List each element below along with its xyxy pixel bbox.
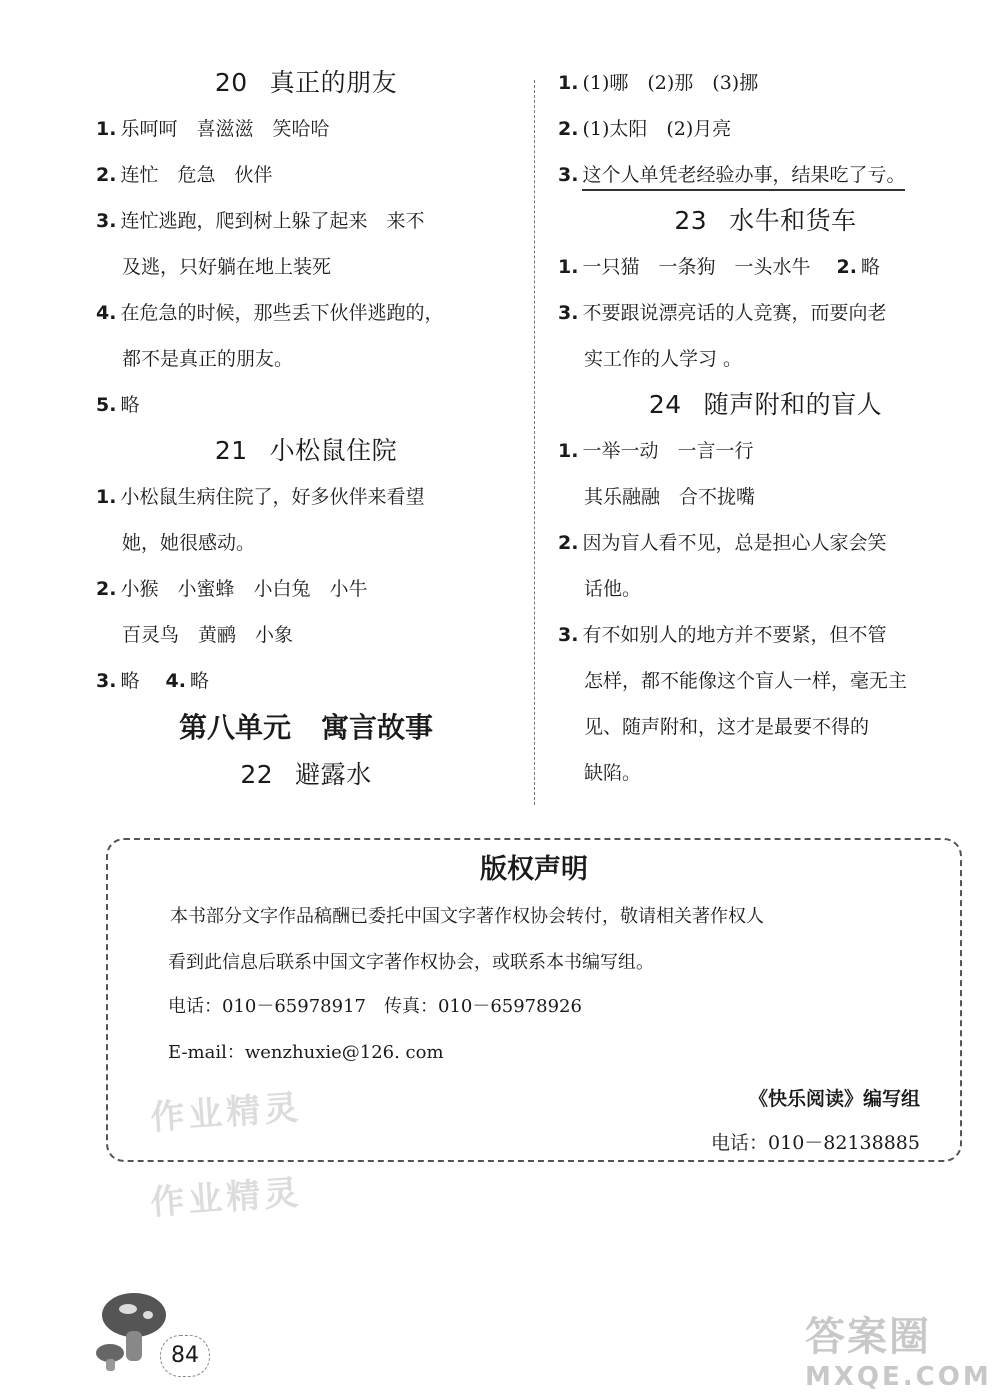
watermark-stamp: 作业精灵 [149,1087,304,1139]
section-22-heading: 22 避露水 [240,760,372,789]
copyright-signature-phone: 电话：010－82138885 [711,1132,920,1154]
section-21-heading: 21 小松鼠住院 [214,436,398,465]
answer-line-cont: 见、随声附和，这才是最要不得的 [584,716,870,738]
answer-line: 3. 连忙逃跑，爬到树上躲了起来 来不 [96,210,425,232]
page-number: 84 [160,1335,210,1377]
answer-line: 5. 略 [96,394,140,416]
left-column [96,60,516,798]
watermark-stamp: 作业精灵 [149,1172,304,1224]
answer-line: 2. 因为盲人看不见，总是担心人家会笑 [558,532,887,554]
column-divider [534,80,535,805]
answer-line-cont: 都不是真正的朋友。 [122,348,294,370]
answer-line: 2. 小猴 小蜜蜂 小白兔 小牛 [96,578,368,600]
answer-line-cont: 缺陷。 [584,762,642,784]
copyright-paragraph-2: 看到此信息后联系中国文字著作权协会，或联系本书编写组。 [168,952,654,973]
answer-line-cont: 话他。 [584,578,642,600]
answer-line-cont: 怎样，都不能像这个盲人一样，毫无主 [584,670,908,692]
right-column [558,60,973,796]
answer-line: 1. 乐呵呵 喜滋滋 笑哈哈 [96,118,330,140]
section-24-heading: 24 随声附和的盲人 [648,390,883,419]
answer-line-cont: 及逃，只好躺在地上装死 [122,256,332,278]
copyright-paragraph-1: 本书部分文字作品稿酬已委托中国文字著作权协会转付，敬请相关著作权人 [170,906,764,927]
section-20-heading: 20 真正的朋友 [214,68,398,97]
answer-line-cont: 实工作的人学习 。 [584,348,743,370]
answer-line: 1. (1)哪 (2)那 (3)挪 [558,72,759,94]
answer-line: 3. 略 4. 略 [96,670,209,692]
answer-line: 1. 一只猫 一条狗 一头水牛 2. 略 [558,256,880,278]
answer-line-cont: 其乐融融 合不拢嘴 [584,486,756,508]
site-watermark: 答案圈 MXQE.COM [805,1313,992,1392]
answer-line: 3. 不要跟说漂亮话的人竞赛，而要向老 [558,302,887,324]
unit-8-heading: 第八单元 寓言故事 [178,711,434,744]
copyright-phone: 电话：010－65978917 传真：010－65978926 [168,996,582,1017]
answer-line: 1. 小松鼠生病住院了，好多伙伴来看望 [96,486,425,508]
underlined-answer: 这个人单凭老经验办事，结果吃了亏。 [582,164,905,191]
answer-line: 1. 一举一动 一言一行 [558,440,754,462]
answer-line: 3. 这个人单凭老经验办事，结果吃了亏。 [558,152,973,198]
section-23-heading: 23 水牛和货车 [674,206,857,235]
copyright-title: 版权声明 [480,854,588,885]
answer-line: 3. 有不如别人的地方并不要紧，但不管 [558,624,887,646]
answer-line-cont: 她，她很感动。 [122,532,256,554]
copyright-signature: 《快乐阅读》编写组 [748,1088,920,1110]
answer-line-cont: 百灵鸟 黄鹂 小象 [122,624,294,646]
copyright-email: E-mail：wenzhuxie@126. com [168,1042,444,1063]
answer-line: 4. 在危急的时候，那些丢下伙伴逃跑的， [96,302,444,324]
answer-line: 2. (1)太阳 (2)月亮 [558,118,732,140]
answer-line: 2. 连忙 危急 伙伴 [96,164,273,186]
